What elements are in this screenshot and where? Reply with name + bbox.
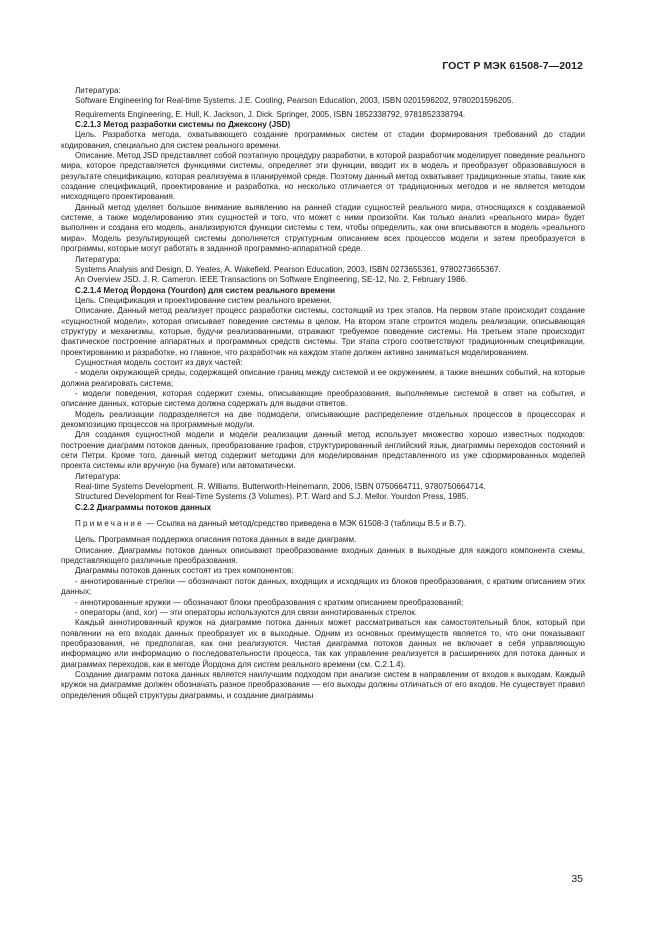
list-item: - операторы (and, xor) — эти операторы используются для связи аннотированных стрелок. <box>75 607 418 617</box>
list-item: - аннотированные стрелки — обозначают поток данных, входящих и исходящих из блоков преобразования, с кратким описанием этих данных; <box>61 576 585 597</box>
paragraph: Цель. Спецификация и проектирование систем реального времени. <box>75 295 332 305</box>
note-text: — Ссылка на данный метод/средство приведена в МЭК 61508-3 (таблицы B.5 и B.7). <box>146 519 467 529</box>
standard-header: ГОСТ Р МЭК 61508-7—2012 <box>442 60 583 72</box>
paragraph: Цель. Программная поддержка описания потока данных в виде диаграмм. <box>75 535 357 545</box>
list-item: - модели поведения, которая содержит схемы, описывающие преобразования, выполняемые системой в ответ на события, и описание данных, которые система должна содержать для выдачи ответов. <box>61 388 585 409</box>
paragraph: Каждый аннотированный кружок на диаграмме потока данных может рассматриваться как самостоятельный блок, который при появлении на его входах данных преобразует их в выходные. Одним из основных преимуществ является то, что они показывают преобразования, не предполагая, как они реализуются. Чистая диаграмма потоков данных не включает в себя управляющую информацию или информацию о последовательности процесса, так как управление реализуется в расширениях для потока данных и диаграммах переходов, как в методе Йордона для систем реального времени (см. C.2.1.4). <box>61 618 585 669</box>
paragraph: Модель реализации подразделяется на две подмодели, описывающие распределение отдельных процессов в процессорах и декомпозицию процессов на программные модули. <box>61 409 585 429</box>
reference-entry: Software Engineering for Real-time Systems. J.E. Cooling, Pearson Education, 2003, ISBN 0201596202, 9780201596205. <box>75 96 514 106</box>
page-number: 35 <box>571 873 583 885</box>
reference-entry: Systems Analysis and Design, D. Yeates, A. Wakefield. Pearson Education, 2003, ISBN 0273655361, 9780273655367. <box>75 264 501 274</box>
list-item: - модели окружающей среды, содержащей описание границ между системой и ее окружением, а также внешних событий, на которые должна реагировать система; <box>61 368 585 388</box>
reference-entry: Structured Development for Real-Time Systems (3 Volumes). P.T. Ward and S.J. Mellor. Yourdon Press, 1985. <box>75 492 469 502</box>
section-heading: C.2.1.3 Метод разработки системы по Джексону (JSD) <box>75 120 291 130</box>
section-heading: C.2.2 Диаграммы потоков данных <box>75 502 212 512</box>
literature-label: Литература: <box>75 86 121 95</box>
paragraph: Описание. Метод JSD представляет собой поэтапную процедуру разработки, в которой разработчик моделирует поведение реального мира, которое представляется функциями системы, определяет эти функции, вводит их в модель и преобразует образовавшуюся в результате спецификацию, которая реализуема в планируемой среде. Поэтому данный метод охватывает традиционные этапы, такие как создание спецификаций, проектирование и разработка, но несколько отличается от традиционных методов и не является методом нисходящего проектирования. <box>61 151 585 202</box>
paragraph: Диаграммы потоков данных состоят из трех компонентов: <box>75 566 294 576</box>
literature-label: Литература: <box>75 254 121 264</box>
document-body <box>61 86 585 701</box>
list-item: - аннотированные кружки — обозначают блоки преобразования с кратким описанием преобразований; <box>75 597 464 607</box>
paragraph: Создание диаграмм потока данных является наилучшим подходом при анализе систем в направлении от входов к выходам. Каждый кружок на диаграмме должен обозначать разное преобразование — его выходы должны отличаться от его входов. Не существует правил определения общей структуры диаграммы, и создание диаграммы <box>61 669 585 700</box>
note <box>61 519 585 529</box>
paragraph: Описание. Данный метод реализует процесс разработки системы, состоящий из трех этапов. На первом этапе происходит создание «сущностной модели», которая описывает поведение системы в целом. На втором этапе строится модель реализации, описывающая структуру и механизмы, которые, будучи реализованными, отражают требуемое поведение системы. На третьем этапе происходит фактическое построение аппаратных и программных средств системы. Три этапа строго соответствуют традиционным спецификации, проектированию и разработке, но главное, что разработчик на каждом этапе должен активно заниматься моделированием. <box>61 306 585 357</box>
reference-entry: Requirements Engineering, E. Hull, K. Jackson, J. Dick. Springer, 2005, ISBN 1852338792, 9781852338794. <box>75 109 466 119</box>
reference-entry: An Overview JSD. J. R. Cameron. IEEE Transactions on Software Engineering, SE-12, No. 2, February 1986. <box>75 275 468 285</box>
reference-entry: Real-time Systems Development. R. Williams. Butterworth-Heinemann, 2006, ISBN 0750664711, 9780750664714. <box>75 482 486 492</box>
paragraph: Цель. Разработка метода, охватывающего создание программных систем от стадии формирования требований до стадии кодирования, специально для систем реального времени. <box>61 130 585 150</box>
note-label: Примечание <box>75 519 144 529</box>
paragraph: Сущностная модель состоит из двух частей: <box>75 357 243 367</box>
section-heading: C.2.1.4 Метод Йордона (Yourdon) для систем реального времени <box>75 285 335 295</box>
literature-label: Литература: <box>75 471 121 481</box>
paragraph: Для создания сущностной модели и модели реализации данный метод использует множество хорошо известных подходов: построение диаграмм потоков данных, преобразование графов, структурированный английский язык, диаграммы переходов состояний и сети Петри. Кроме того, данный метод содержит методики для моделирования представленного из уже сформированных моделей проекта системы или вручную (на бумаге) или автоматически. <box>61 430 585 471</box>
paragraph: Описание. Диаграммы потоков данных описывают преобразование входных данных в выходные для каждого компонента схемы, представляющего различные преобразования. <box>61 545 585 566</box>
paragraph: Данный метод уделяет большое внимание выявлению на ранней стадии сущностей реального мира, относящихся к создаваемой системе, а также моделированию этих сущностей и того, что может с ними произойти. Как только анализ «реального мира» будет выполнен и создана его модель, анализируются функции системы с тем, чтобы определить, как они вписываются в модель «реального мира». Модель результирующей системы дополняется структурным описанием всех процессов модели и затем преобразуется в программы, которые могут работать в заданной программно-аппаратной среде. <box>61 202 585 254</box>
